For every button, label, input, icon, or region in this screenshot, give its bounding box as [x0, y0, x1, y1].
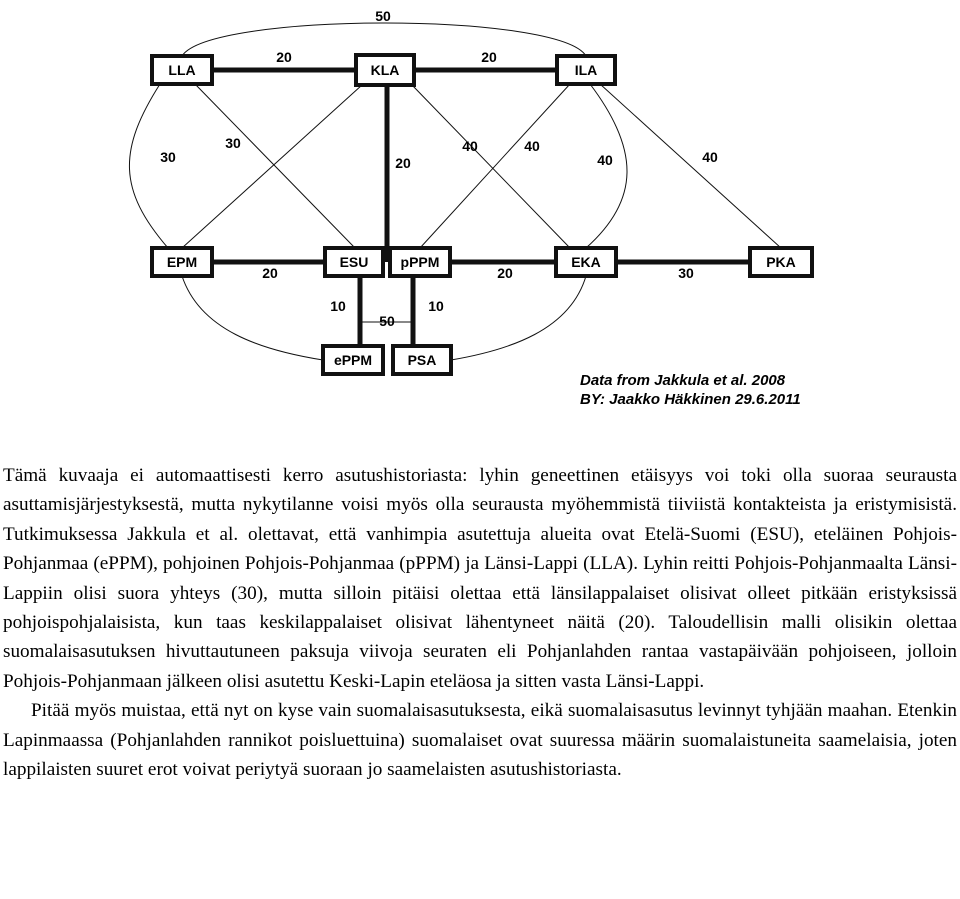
- node-ila: [557, 56, 615, 84]
- node-kla: [356, 55, 414, 85]
- edge-lla-esu: [195, 84, 355, 248]
- weight-label-lla-ila: 50: [375, 8, 391, 24]
- edge-eka-psa: [451, 276, 586, 360]
- node-label: ILA: [574, 62, 598, 78]
- node-label: pPPM: [400, 254, 440, 270]
- weight-label-esu-eppm: 10: [330, 298, 346, 314]
- node-epm: [152, 248, 212, 276]
- node-label: KLA: [370, 62, 400, 78]
- edge-lla-epm: [129, 84, 168, 248]
- weight-label-ila-pka: 40: [702, 149, 718, 165]
- weight-label-pppm-eka: 20: [497, 265, 513, 281]
- weight-label-lla-epm: 30: [160, 149, 176, 165]
- article-body: [3, 461, 957, 784]
- weight-label-ila-esu: 40: [462, 138, 478, 154]
- node-label: LLA: [168, 62, 196, 78]
- node-lla: [152, 56, 212, 84]
- diagram-credits: [580, 371, 801, 409]
- weight-label-ila-eka: 40: [597, 152, 613, 168]
- weight-label-eppm-psa: 50: [379, 313, 395, 329]
- weight-label-pppm-psa: 10: [428, 298, 444, 314]
- weight-label-kla-esu: 20: [395, 155, 411, 171]
- weight-label-kla-eka: 40: [524, 138, 540, 154]
- edge-epm-eppm: [182, 276, 323, 360]
- weight-label-lla-kla: 20: [276, 49, 292, 65]
- weight-label-eka-pka: 30: [678, 265, 694, 281]
- node-label: ePPM: [333, 352, 373, 368]
- node-pppm: [390, 248, 450, 276]
- weight-label-kla-ila: 20: [481, 49, 497, 65]
- node-psa: [393, 346, 451, 374]
- diagram-nodes: [152, 55, 812, 374]
- node-label: EKA: [571, 254, 601, 270]
- node-label: EPM: [166, 254, 198, 270]
- credit-data-source: Data from Jakkula et al. 2008: [580, 372, 786, 389]
- edge-kla-epm: [182, 85, 362, 248]
- edge-lla-ila: [182, 23, 586, 56]
- weight-label-epm-esu: 20: [262, 265, 278, 281]
- diagram-edges: [129, 23, 781, 360]
- node-pka: [750, 248, 812, 276]
- weight-label-lla-esu: 30: [225, 135, 241, 151]
- node-label: PSA: [407, 352, 437, 368]
- edge-ila-esu: [420, 84, 570, 248]
- article-paragraph-2: Pitää myös muistaa, että nyt on kyse vain suomalaisasutuksesta, eikä suomalaisasutus levinnyt tyhjään maahan. Etenkin Lapinmaassa (Pohjanlahden rannikot poisluettuina) suomalaiset ovat suuressa määrin suomalaistuneita saamelaisia, joten lappilaisten suuret erot voivat periytyä suoraan jo saamelaisten asutushistoriasta.: [3, 700, 957, 781]
- node-label: ESU: [339, 254, 369, 270]
- node-label: PKA: [766, 254, 796, 270]
- article-paragraph-1: Tämä kuvaaja ei automaattisesti kerro asutushistoriasta: lyhin geneettinen etäisyys voi toki olla suoraa seurausta asuttamisjärjestyksestä, mutta nykytilanne voisi myös olla seurausta myöhemmistä tiiviistä kontakteista ja eristymisistä. Tutkimuksessa Jakkula et al. olettavat, että vanhimpia asutettuja alueita ovat Etelä-Suomi (ESU), eteläinen Pohjois-Pohjanmaa (ePPM), pohjoinen Pohjois-Pohjanmaa (pPPM) ja Länsi-Lappi (LLA). Lyhin reitti Pohjois-Pohjanmaalta Länsi-Lappiin olisi suora yhteys (30), mutta silloin pitäisi olettaa että länsilappalaiset olisivat olleet pitkään eristyksissä pohjoispohjalaisista, kun taas keskilappalaiset olisivat lähentyneet näitä (20). Taloudellisin malli olisikin olettaa suomalaisasutuksen hivuttautuneen paksuja viivoja seuraten eli Pohjanlahden rantaa vastapäivään pohjoiseen, jolloin Pohjois-Pohjanmaan jälkeen olisi asutettu Keski-Lapin eteläosa ja sitten vasta Länsi-Lappi.: [3, 465, 957, 692]
- credit-author: BY: Jaakko Häkkinen 29.6.2011: [580, 391, 801, 408]
- node-eppm: [323, 346, 383, 374]
- node-eka: [556, 248, 616, 276]
- diagram-weights: [160, 8, 718, 329]
- node-esu: [325, 248, 383, 276]
- genetic-distance-diagram: [0, 0, 960, 420]
